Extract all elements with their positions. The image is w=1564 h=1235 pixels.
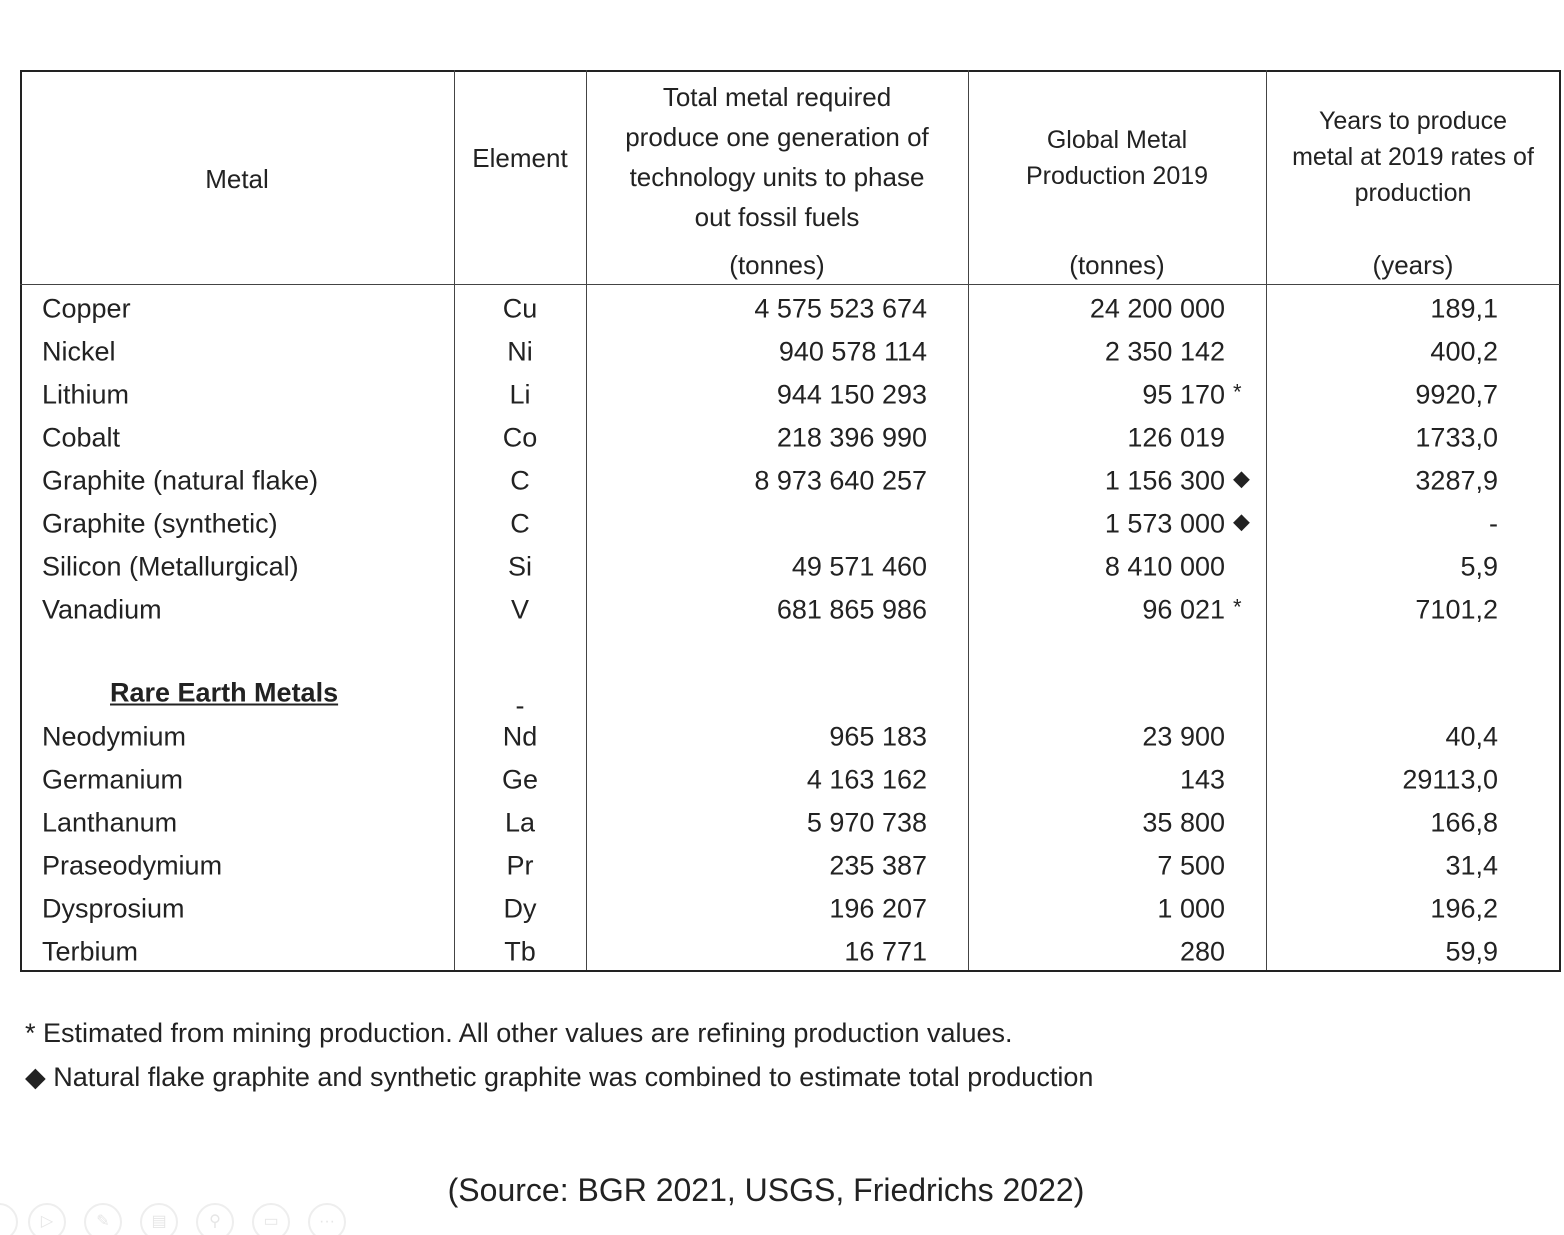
metal-name: [42, 422, 121, 453]
element-symbol: [454, 936, 586, 967]
total-required-value: 4 163 162: [806, 764, 927, 795]
header-total: [586, 77, 968, 237]
years-to-produce-value: 189,1: [1430, 293, 1498, 324]
total-required: [776, 379, 927, 410]
total-required: [754, 293, 927, 324]
global-production-value: 280: [1179, 936, 1225, 967]
metal-name-value: Dysprosium: [42, 893, 185, 924]
global-production: [1157, 850, 1225, 881]
years-to-produce: [1430, 293, 1498, 324]
years-to-produce-value: 9920,7: [1415, 379, 1498, 410]
element-symbol-value: Cu: [502, 293, 538, 324]
global-production-value: 95 170: [1142, 379, 1225, 410]
element-symbol: [454, 807, 586, 838]
metal-name: [42, 807, 178, 838]
years-to-produce: [1445, 936, 1498, 967]
global-production: [1142, 807, 1225, 838]
years-to-produce: [1415, 465, 1498, 496]
element-symbol-value: Si: [507, 551, 532, 582]
global-production: [1127, 422, 1225, 453]
element-symbol: [454, 336, 586, 367]
more-icon[interactable]: ···: [308, 1203, 346, 1235]
footnote-asterisk: * Estimated from mining production. All other values are refining production values.: [25, 1018, 1013, 1048]
rare-earth-element-dash: -: [515, 690, 525, 721]
years-to-produce-value: 59,9: [1445, 936, 1498, 967]
global-production-value: 23 900: [1142, 721, 1225, 752]
header-years-unit: (years): [1372, 250, 1454, 280]
metal-name-value: Copper: [42, 293, 131, 324]
subtitles-icon[interactable]: ▭: [252, 1203, 290, 1235]
rare-earth-heading: Rare Earth Metals: [110, 677, 339, 708]
total-required: [754, 465, 927, 496]
total-required-value: 16 771: [844, 936, 927, 967]
total-required: [806, 807, 927, 838]
element-symbol-value: Co: [502, 422, 538, 453]
source-citation: (Source: BGR 2021, USGS, Friedrichs 2022): [447, 1172, 1085, 1208]
metal-name-value: Silicon (Metallurgical): [42, 551, 299, 582]
play-icon[interactable]: ▷: [28, 1203, 66, 1235]
total-required-value: 5 970 738: [806, 807, 927, 838]
header-total-line: technology units to phase: [629, 162, 925, 192]
total-required-value: 8 973 640 257: [754, 465, 927, 496]
total-required: [844, 936, 927, 967]
metal-name: [42, 379, 130, 410]
element-symbol-value: La: [504, 807, 536, 838]
years-to-produce: [1445, 721, 1498, 752]
years-to-produce: [1445, 850, 1498, 881]
years-to-produce: [1489, 508, 1498, 539]
years-to-produce: [1430, 893, 1498, 924]
total-required-value: 49 571 460: [791, 551, 927, 582]
metal-name: [42, 293, 131, 324]
header-years-line: metal at 2019 rates of: [1292, 143, 1534, 171]
years-to-produce-value: 7101,2: [1415, 594, 1498, 625]
header-total-unit: (tonnes): [729, 250, 825, 280]
element-symbol-value: Pr: [506, 850, 534, 881]
metal-name-value: Graphite (synthetic): [42, 508, 278, 539]
metal-name: [42, 594, 162, 625]
global-production: [1157, 893, 1225, 924]
years-to-produce: [1415, 379, 1498, 410]
years-to-produce-value: 1733,0: [1415, 422, 1498, 453]
years-to-produce: [1415, 594, 1498, 625]
years-to-produce-value: 40,4: [1445, 721, 1498, 752]
element-symbol-value: Nd: [502, 721, 538, 752]
years-to-produce: [1460, 551, 1498, 582]
element-symbol: [454, 422, 586, 453]
total-required-value: 940 578 114: [778, 336, 927, 367]
total-required-value: 681 865 986: [776, 594, 927, 625]
global-production-value: 1 156 300: [1104, 465, 1225, 496]
header-element: Element: [472, 143, 568, 173]
total-required: [791, 551, 927, 582]
element-symbol: [454, 764, 586, 795]
metal-name: [42, 721, 187, 752]
element-symbol-value: Dy: [503, 893, 537, 924]
years-to-produce: [1430, 807, 1498, 838]
metal-name-value: Terbium: [42, 936, 139, 967]
metal-name: [42, 764, 184, 795]
element-symbol: [454, 508, 586, 539]
years-to-produce-value: 31,4: [1445, 850, 1498, 881]
global-production: [1104, 551, 1225, 582]
element-symbol-value: Li: [509, 379, 531, 410]
metal-name-value: Germanium: [42, 764, 184, 795]
header-total-line: produce one generation of: [625, 122, 929, 152]
metal-name-value: Cobalt: [42, 422, 121, 453]
header-global: [968, 122, 1266, 194]
zoom-icon[interactable]: ⚲: [196, 1203, 234, 1235]
metal-name-value: Vanadium: [42, 594, 162, 625]
element-symbol: [454, 850, 586, 881]
years-to-produce-value: -: [1489, 508, 1498, 539]
total-required: [778, 336, 927, 367]
global-production-value: 126 019: [1127, 422, 1225, 453]
header-global-line: Production 2019: [1025, 162, 1209, 190]
global-production: [1142, 721, 1225, 752]
global-production-value: 96 021: [1142, 594, 1225, 625]
global-production: [1089, 293, 1225, 324]
header-global-unit: (tonnes): [1069, 250, 1165, 280]
years-to-produce-value: 166,8: [1430, 807, 1498, 838]
element-symbol: [454, 551, 586, 582]
total-required-value: 218 396 990: [776, 422, 927, 453]
global-production-value: 143: [1179, 764, 1225, 795]
header-total-line: Total metal required: [662, 82, 892, 112]
years-to-produce-value: 196,2: [1430, 893, 1498, 924]
element-symbol-value: Ge: [501, 764, 539, 795]
metal-name-value: Praseodymium: [42, 850, 223, 881]
total-required-value: 4 575 523 674: [754, 293, 927, 324]
global-production: [1142, 594, 1242, 625]
metal-name: [42, 508, 278, 539]
total-required-value: 944 150 293: [776, 379, 927, 410]
global-production-value: 35 800: [1142, 807, 1225, 838]
element-symbol: [454, 721, 586, 752]
element-symbol-value: Ni: [507, 336, 533, 367]
total-required: [829, 893, 927, 924]
footnote-marker: *: [1233, 379, 1242, 405]
global-production-value: 1 000: [1157, 893, 1225, 924]
metal-name: [42, 893, 185, 924]
element-symbol: [454, 893, 586, 924]
footnote-diamond: ◆ Natural flake graphite and synthetic graphite was combined to estimate total production: [25, 1062, 1094, 1092]
element-symbol-value: V: [510, 594, 529, 625]
metal-name-value: Lithium: [42, 379, 130, 410]
global-production: [1179, 764, 1225, 795]
footnote-marker: ◆: [1233, 465, 1250, 491]
global-production: [1142, 379, 1242, 410]
global-production-value: 2 350 142: [1104, 336, 1225, 367]
metal-name-value: Graphite (natural flake): [42, 465, 319, 496]
global-production-value: 1 573 000: [1104, 508, 1225, 539]
metal-name: [42, 936, 139, 967]
total-required: [829, 850, 927, 881]
metal-name-value: Neodymium: [42, 721, 187, 752]
total-required-value: 235 387: [829, 850, 927, 881]
metal-name: [42, 336, 116, 367]
global-production-value: 8 410 000: [1104, 551, 1225, 582]
global-production: [1104, 336, 1225, 367]
total-required: [806, 764, 927, 795]
global-production-value: 7 500: [1157, 850, 1225, 881]
total-required: [776, 422, 927, 453]
element-symbol: [454, 594, 586, 625]
years-to-produce-value: 400,2: [1430, 336, 1498, 367]
footnote-marker: *: [1233, 594, 1242, 620]
element-symbol: [454, 293, 586, 324]
metal-name: [42, 850, 223, 881]
header-global-line: Global Metal: [1046, 126, 1188, 154]
global-production: [1179, 936, 1225, 967]
years-to-produce: [1415, 422, 1498, 453]
total-required: [776, 594, 927, 625]
years-to-produce-value: 29113,0: [1402, 764, 1498, 795]
global-production: [1104, 465, 1250, 496]
column-divider: [968, 70, 969, 970]
metal-name: [42, 551, 299, 582]
header-years-line: production: [1354, 179, 1472, 207]
header-metal: Metal: [205, 164, 269, 194]
years-to-produce: [1430, 336, 1498, 367]
total-required-value: 965 183: [829, 721, 927, 752]
header-years: [1266, 103, 1560, 211]
header-years-line: Years to produce: [1318, 107, 1508, 135]
metal-name-value: Nickel: [42, 336, 116, 367]
element-symbol: [454, 379, 586, 410]
metal-name: [42, 465, 319, 496]
element-symbol-value: C: [510, 508, 530, 539]
years-to-produce-value: 3287,9: [1415, 465, 1498, 496]
footnote-marker: ◆: [1233, 508, 1250, 534]
slides-icon[interactable]: ▤: [140, 1203, 178, 1235]
years-to-produce-value: 5,9: [1460, 551, 1498, 582]
years-to-produce: [1402, 764, 1498, 795]
header-total-line: out fossil fuels: [694, 202, 860, 232]
global-production: [1104, 508, 1250, 539]
total-required-value: 196 207: [829, 893, 927, 924]
global-production-value: 24 200 000: [1089, 293, 1225, 324]
element-symbol-value: C: [510, 465, 530, 496]
metal-name-value: Lanthanum: [42, 807, 178, 838]
pen-icon[interactable]: ✎: [84, 1203, 122, 1235]
element-symbol-value: Tb: [504, 936, 536, 967]
total-required: [829, 721, 927, 752]
element-symbol: [454, 465, 586, 496]
